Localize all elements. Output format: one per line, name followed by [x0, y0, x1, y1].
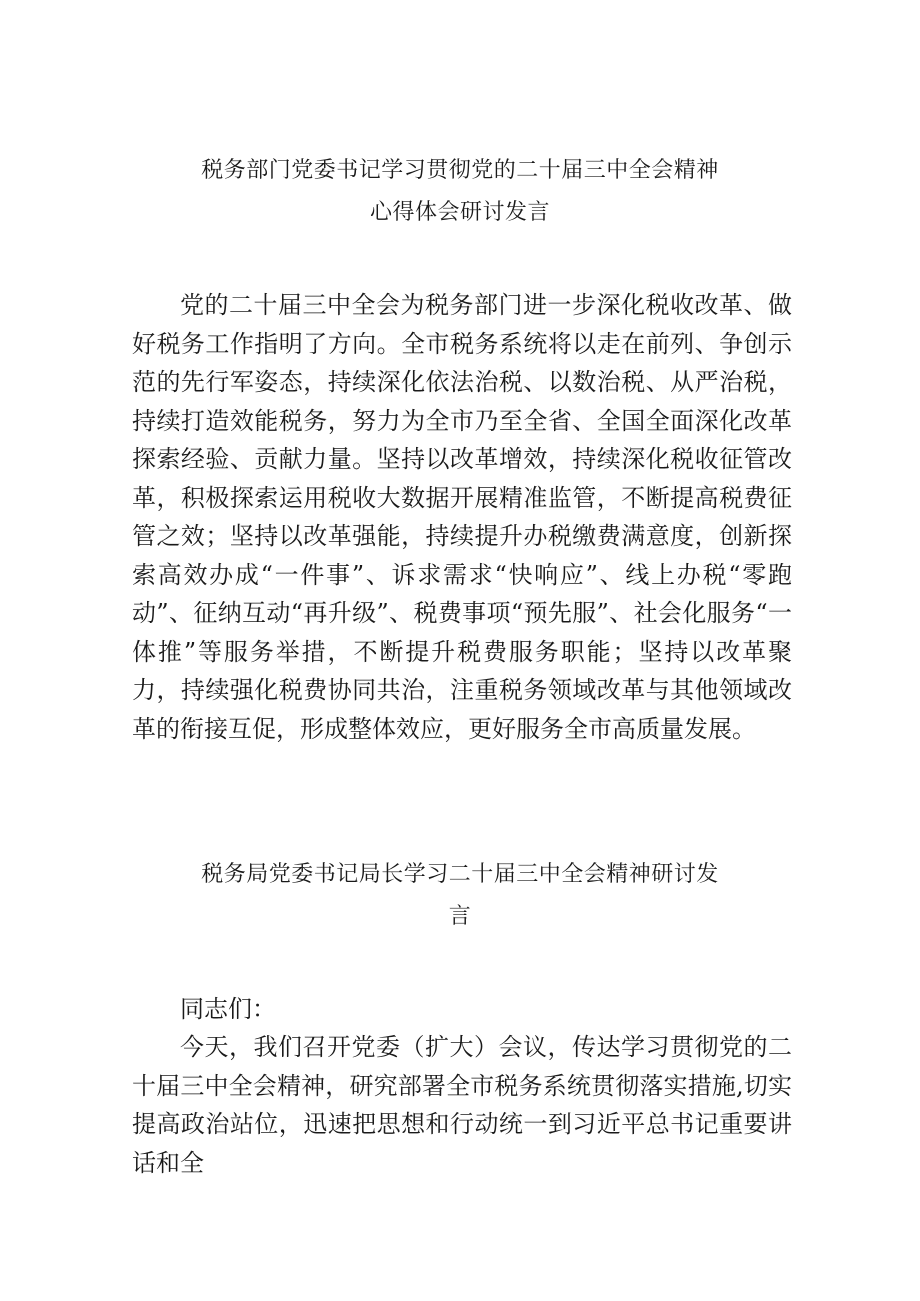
section2-title — [0, 854, 920, 938]
section2-title-line2: 言 — [448, 904, 472, 929]
section2-greeting: 同志们： — [180, 995, 276, 1023]
section1-title-line2: 心得体会研讨发言 — [369, 200, 550, 225]
section1-paragraph: 党的二十届三中全会为税务部门进一步深化税收改革、做好税务工作指明了方向。全市税务系统将以走在前列、争创示范的先行军姿态，持续深化依法治税、以数治税、从严治税，持续打造效能税务，努力为全市乃至全省、全国全面深化改革探索经验、贡献力量。坚持以改革增效，持续深化税收征管改革，积极探索运用税收大数据开展精准监管，不断提高税费征管之效；坚持以改革强能，持续提升办税缴费满意度，创新探索高效办成“一件事”、诉求需求“快响应”、线上办税“零跑动”、征纳互动“再升级”、税费事项“预先服”、社会化服务“一体推”等服务举措，不断提升税费服务职能；坚持以改革聚力，持续强化税费协同共治，注重税务领域改革与其他领域改革的衔接互促，形成整体效应，更好服务全市高质量发展。 — [132, 291, 792, 743]
section2-title-line1: 税务局党委书记局长学习二十届三中全会精神研讨发 — [201, 862, 719, 887]
section1-title — [0, 150, 920, 234]
section2-paragraph: 今天，我们召开党委（扩大）会议，传达学习贯彻党的二十届三中全会精神，研究部署全市税务系统贯彻落实措施,切实提高政治站位，迅速把思想和行动统一到习近平总书记重要讲话和全 — [132, 1033, 792, 1177]
section1-title-line1: 税务部门党委书记学习贯彻党的二十届三中全会精神 — [201, 158, 719, 183]
